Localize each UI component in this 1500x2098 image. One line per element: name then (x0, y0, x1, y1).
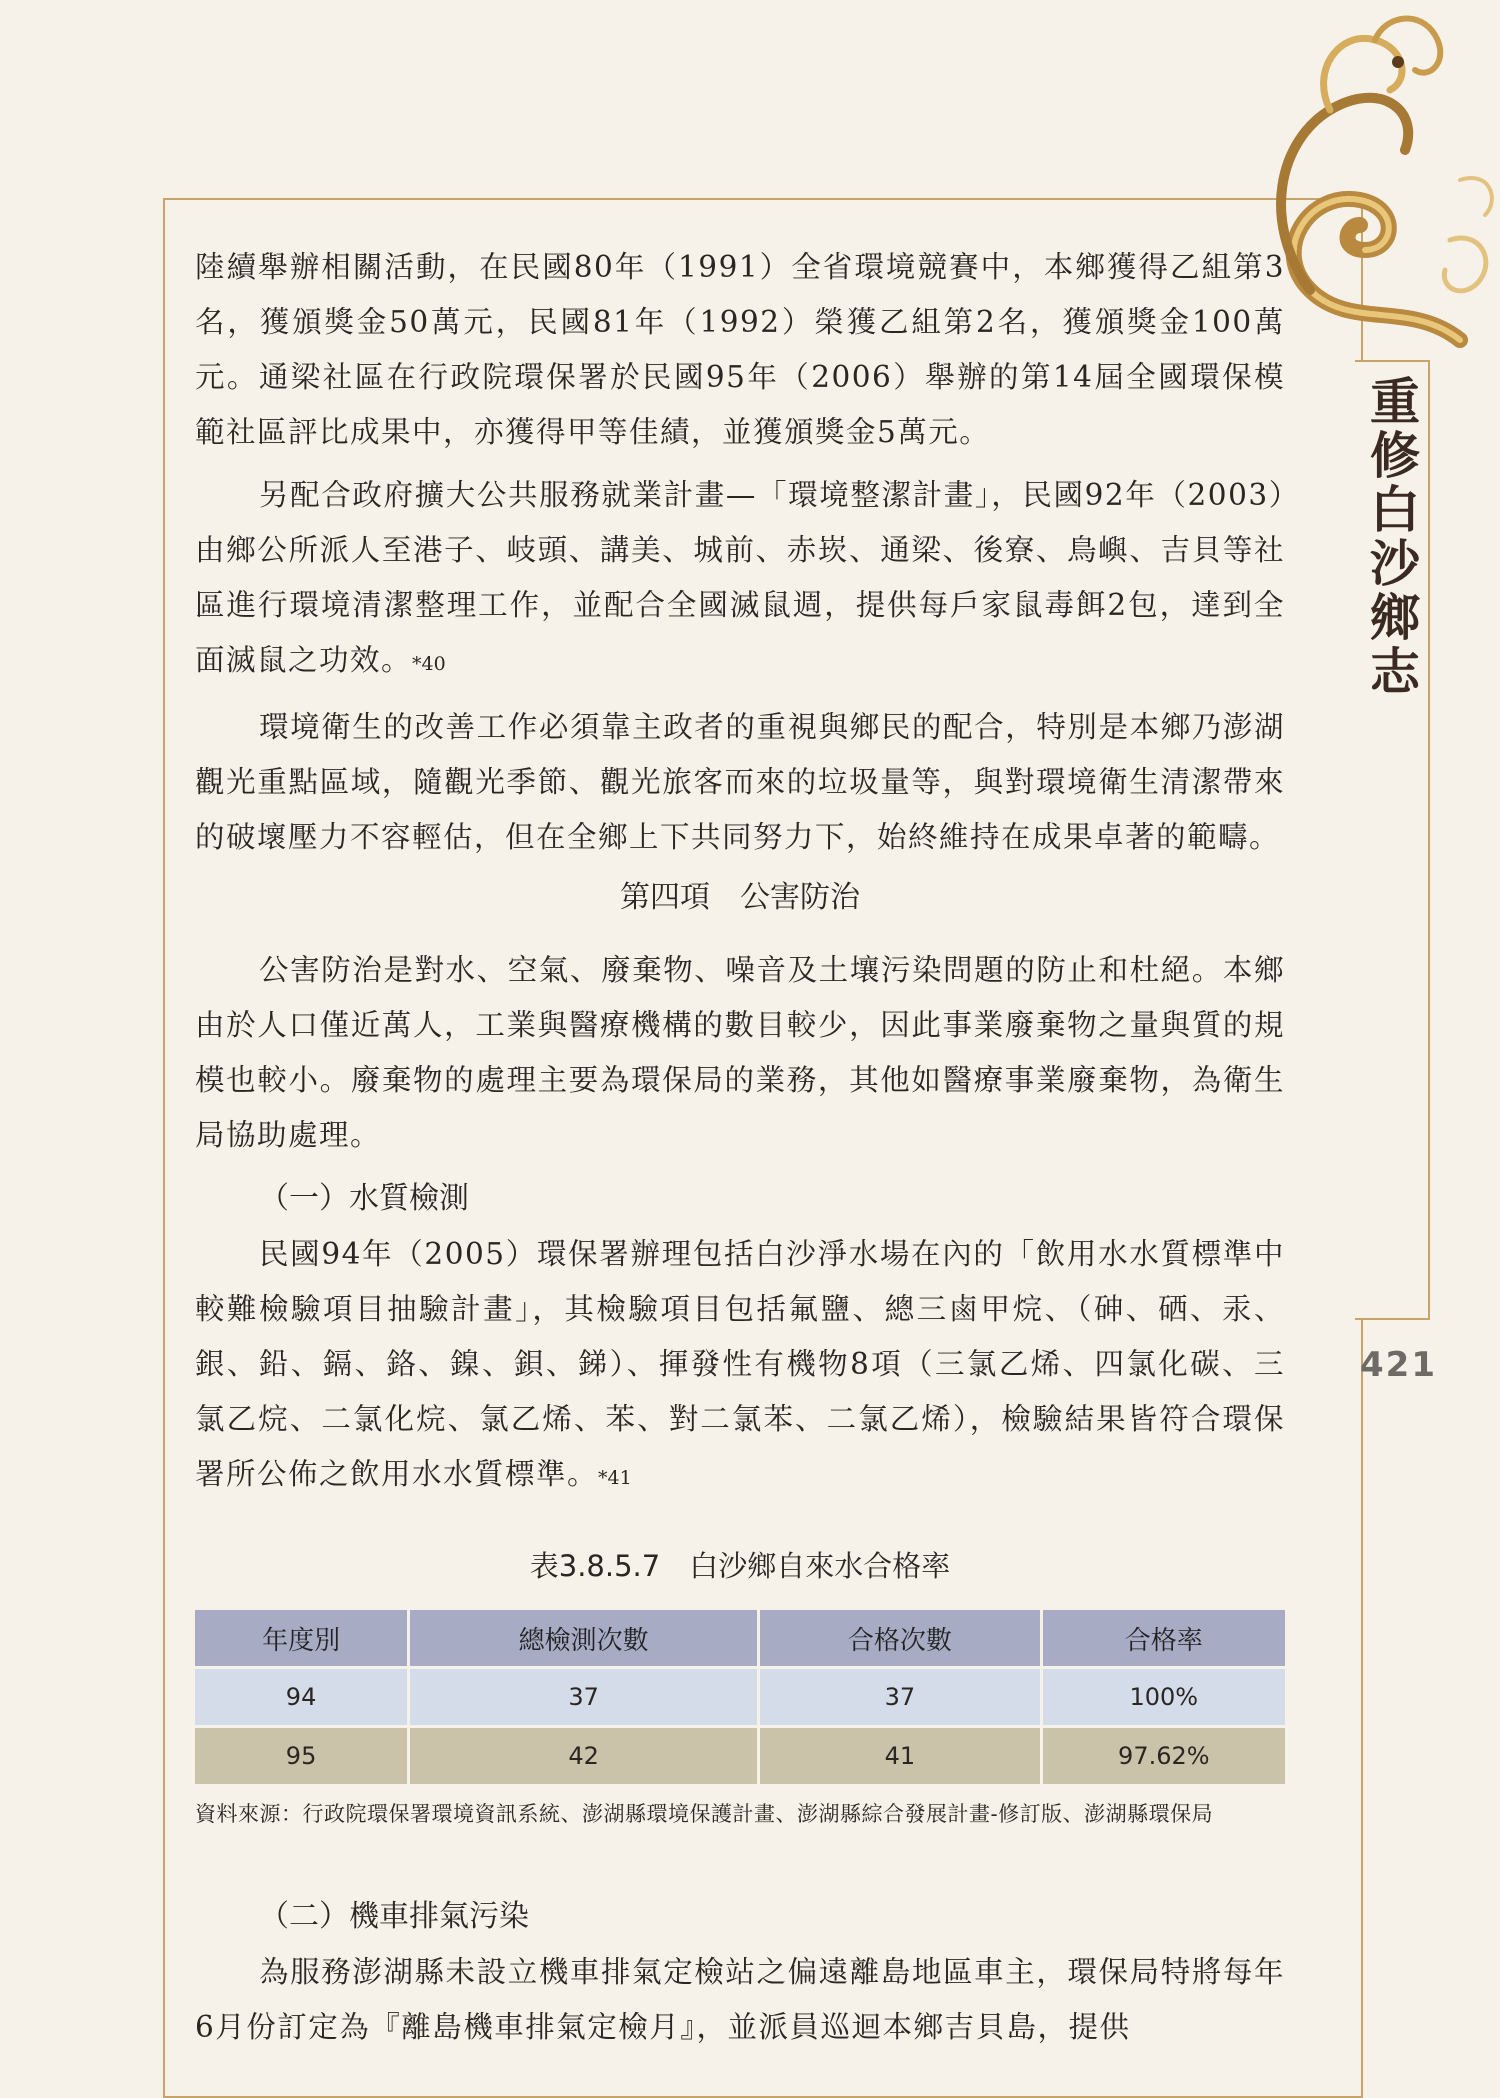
subsection-heading: （一）水質檢測 (259, 1181, 469, 1216)
paragraph: 民國94年（2005）環保署辦理包括白沙淨水場在內的「飲用水水質標準中較難檢驗項目抽驗計畫」，其檢驗項目包括氟鹽、總三鹵甲烷、（砷、硒、汞、銀、鉛、鎘、鉻、鎳、鋇、銻）、揮發性有機物8項（三氯乙烯、四氯化碳、三氯乙烷、二氯化烷、氯乙烯、苯、對二氯苯、二氯乙烯），檢驗結果皆符合環保署所公佈之飲用水水質標準。*41 (195, 1237, 1285, 1491)
column-header: 合格次數 (760, 1610, 1043, 1669)
table-cell: 37 (760, 1669, 1043, 1728)
table-cell: 41 (760, 1728, 1043, 1787)
paragraph: 另配合政府擴大公共服務就業計畫—「環境整潔計畫」，民國92年（2003）由鄉公所派人至港子、岐頭、講美、城前、赤崁、通梁、後寮、鳥嶼、吉貝等社區進行環境清潔整理工作，並配合全國滅鼠週，提供每戶家鼠毒餌2包，達到全面滅鼠之功效。*40 (195, 478, 1285, 677)
table-cell: 95 (195, 1728, 410, 1787)
paragraph: 公害防治是對水、空氣、廢棄物、噪音及土壤污染問題的防止和杜絕。本鄉由於人口僅近萬人，工業與醫療機構的數目較少，因此事業廢棄物之量與質的規模也較小。廢棄物的處理主要為環保局的業務，其他如醫療事業廢棄物，為衛生局協助處理。 (195, 953, 1285, 1152)
paragraph: 環境衛生的改善工作必須靠主政者的重視與鄉民的配合，特別是本鄉乃澎湖觀光重點區域，隨觀光季節、觀光旅客而來的垃圾量等，與對環境衛生清潔帶來的破壞壓力不容輕估，但在全鄉上下共同努力下，始終維持在成果卓著的範疇。 (195, 710, 1285, 854)
dragon-eye-icon (1392, 56, 1404, 68)
paragraph: 陸續舉辦相關活動，在民國80年（1991）全省環境競賽中，本鄉獲得乙組第3名，獲頒獎金50萬元，民國81年（1992）榮獲乙組第2名，獲頒獎金100萬元。通梁社區在行政院環保署於民國95年（2006）舉辦的第14屆全國環保模範社區評比成果中，亦獲得甲等佳績，並獲頒獎金5萬元。 (195, 250, 1285, 449)
table-cell: 97.62% (1043, 1728, 1285, 1787)
table-row (195, 1728, 1285, 1787)
book-title: 重修白沙鄉志 (1370, 373, 1420, 701)
column-header: 總檢測次數 (410, 1610, 760, 1669)
table-source: 資料來源：行政院環保署環境資訊系統、澎湖縣環境保護計畫、澎湖縣綜合發展計畫-修訂版、澎湖縣環保局 (195, 1802, 1214, 1826)
table-cell: 100% (1043, 1669, 1285, 1728)
table-title: 表3.8.5.7 白沙鄉自來水合格率 (529, 1549, 951, 1583)
table-header-row (195, 1610, 1285, 1669)
table-cell: 37 (410, 1669, 760, 1728)
subsection-heading: （二）機車排氣污染 (259, 1899, 529, 1934)
table-cell: 42 (410, 1728, 760, 1787)
footnote-ref: *40 (412, 653, 446, 675)
section-title: 第四項 公害防治 (620, 880, 860, 915)
page-number: 421 (1360, 1345, 1437, 1385)
column-header: 合格率 (1043, 1610, 1285, 1669)
water-quality-table (195, 1610, 1285, 1787)
table-row (195, 1669, 1285, 1728)
main-content (195, 240, 1285, 2063)
column-header: 年度別 (195, 1610, 410, 1669)
footnote-ref: *41 (598, 1467, 632, 1489)
paragraph: 為服務澎湖縣未設立機車排氣定檢站之偏遠離島地區車主，環保局特將每年6月份訂定為『離島機車排氣定檢月』，並派員巡迴本鄉吉貝島，提供 (195, 1955, 1285, 2044)
table-cell: 94 (195, 1669, 410, 1728)
